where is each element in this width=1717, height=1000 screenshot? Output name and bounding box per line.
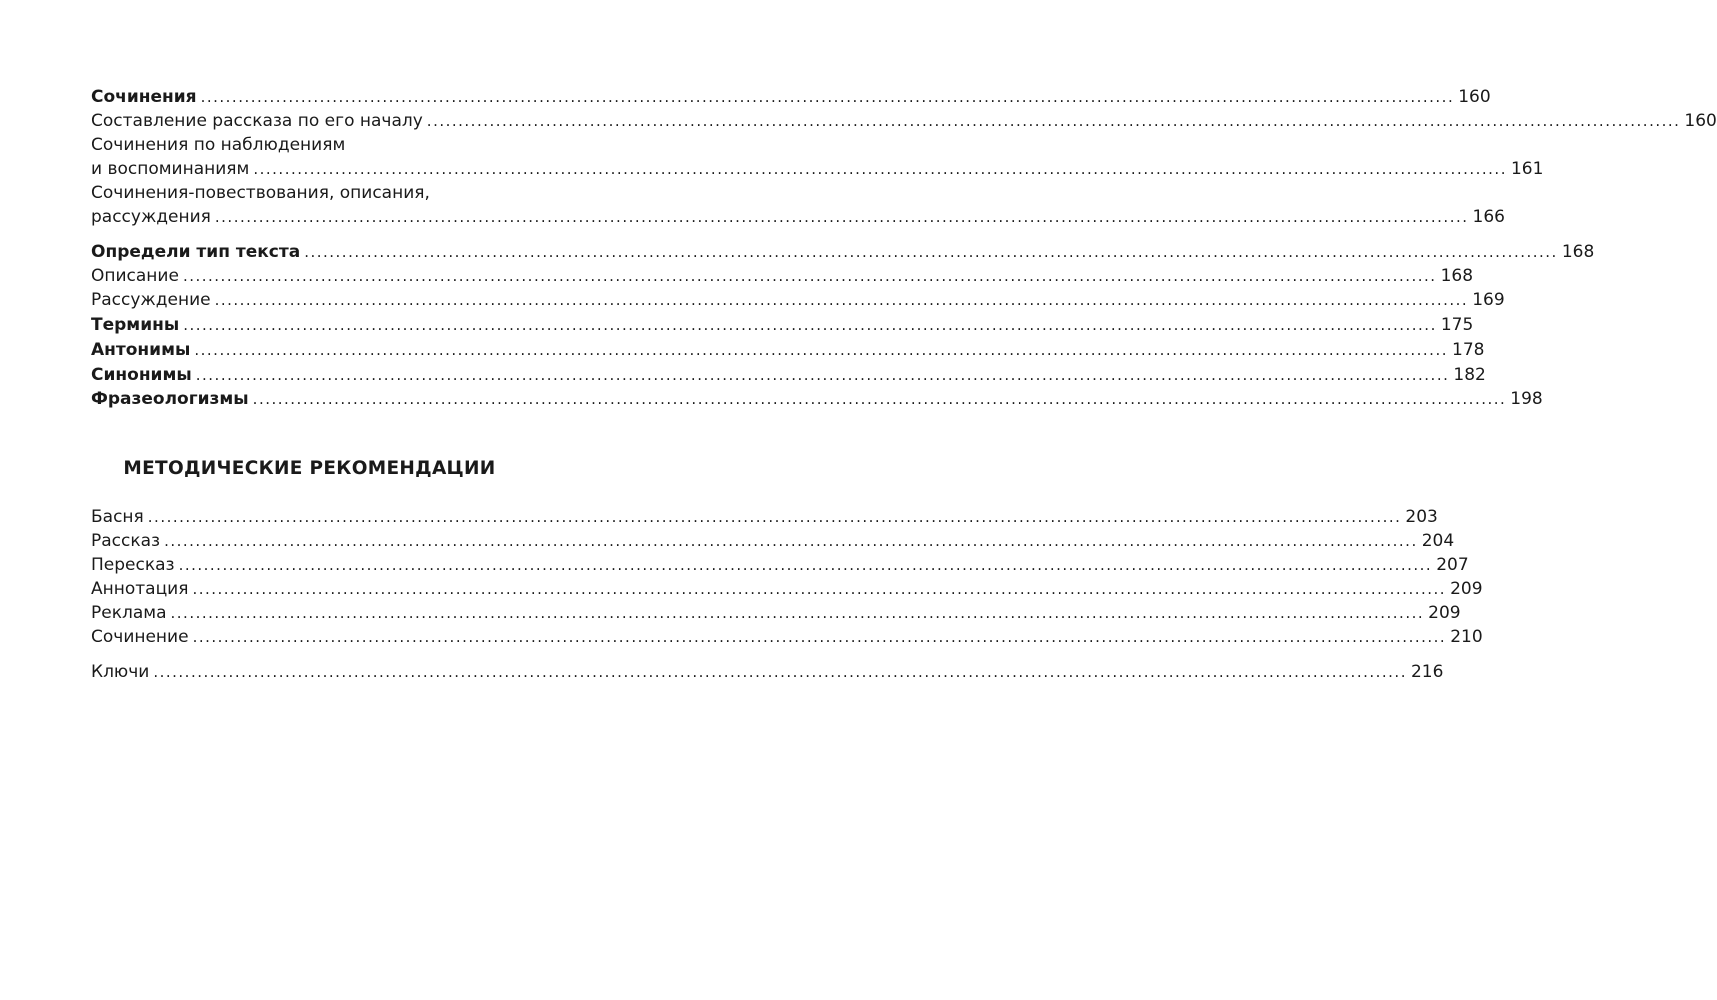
toc-entry-title: Рассказ	[91, 531, 161, 551]
toc-entry-page: 198	[1510, 389, 1543, 409]
toc-entry-title-line1: Сочинения-повествования, описания,	[91, 183, 430, 203]
toc-leader-dots: ........................................................................................................................................................................................................	[252, 390, 1507, 408]
toc-leader-dots: ........................................................................................................................................................................................................	[253, 160, 1507, 178]
toc-entry-title: Рассуждение	[91, 290, 211, 310]
toc-entry[interactable]	[91, 577, 1483, 601]
toc-entry-title: Описание	[91, 266, 179, 286]
toc-entry-page: 207	[1436, 555, 1469, 575]
toc-leader-dots: ........................................................................................................................................................................................................	[194, 341, 1448, 359]
toc-entry[interactable]	[91, 240, 1595, 264]
toc-entry[interactable]	[91, 387, 1543, 411]
toc-entry-title: Антонимы	[91, 340, 191, 360]
toc-entry[interactable]	[91, 109, 1717, 133]
toc-entry[interactable]	[91, 288, 1505, 312]
toc-leader-dots: ........................................................................................................................................................................................................	[182, 267, 1437, 285]
toc-entry-page: 203	[1405, 507, 1438, 527]
toc-entry-page: 182	[1453, 365, 1486, 385]
section-title: МЕТОДИЧЕСКИЕ РЕКОМЕНДАЦИИ	[123, 458, 496, 479]
toc-entry-title: и воспоминаниям	[91, 159, 250, 179]
toc-leader-dots: ........................................................................................................................................................................................................	[164, 532, 1418, 550]
toc-leader-dots: ........................................................................................................................................................................................................	[170, 604, 1425, 622]
toc-entry-title: Фразеологизмы	[91, 389, 249, 409]
toc-leader-dots: ........................................................................................................................................................................................................	[200, 88, 1455, 106]
toc-leader-dots: ........................................................................................................................................................................................................	[192, 628, 1447, 646]
toc-entry-page: 209	[1428, 603, 1461, 623]
toc-entry[interactable]	[91, 133, 1544, 181]
toc-entry-title: рассуждения	[91, 207, 211, 227]
toc-entry-page: 169	[1472, 290, 1505, 310]
toc-entry[interactable]	[91, 625, 1483, 649]
toc-entry[interactable]	[91, 85, 1491, 109]
toc-entry[interactable]	[91, 660, 1444, 684]
toc-leader-dots: ........................................................................................................................................................................................................	[426, 112, 1681, 130]
toc-entry-title: Басня	[91, 507, 144, 527]
toc-entry[interactable]	[91, 601, 1461, 625]
toc-entry-title: Составление рассказа по его началу	[91, 111, 423, 131]
toc-entry-page: 204	[1421, 531, 1455, 551]
toc-entry-page: 175	[1440, 315, 1474, 335]
toc-entry-page: 178	[1452, 340, 1485, 360]
toc-entry-page: 168	[1440, 266, 1474, 286]
toc-entry-page: 168	[1561, 242, 1595, 262]
toc-entry-page: 160	[1684, 111, 1717, 131]
toc-entry-title: Пересказ	[91, 555, 175, 575]
toc-entry[interactable]	[91, 553, 1469, 577]
toc-entry[interactable]	[91, 264, 1474, 288]
toc-leader-dots: ........................................................................................................................................................................................................	[195, 366, 1450, 384]
toc-entry-title: Синонимы	[91, 365, 192, 385]
toc-entry[interactable]	[91, 363, 1486, 387]
toc-entry-title: Определи тип текста	[91, 242, 301, 262]
toc-entry-title: Реклама	[91, 603, 167, 623]
toc-entry-title: Сочинение	[91, 627, 189, 647]
toc-entry-title: Термины	[91, 315, 180, 335]
toc-entry[interactable]	[91, 505, 1438, 529]
toc-leader-dots: ........................................................................................................................................................................................................	[178, 556, 1433, 574]
toc-leader-dots: ........................................................................................................................................................................................................	[183, 316, 1437, 334]
toc-entry[interactable]	[91, 338, 1485, 362]
toc-leader-dots: ........................................................................................................................................................................................................	[192, 580, 1447, 598]
toc-leader-dots: ........................................................................................................................................................................................................	[147, 508, 1402, 526]
toc-entry-page: 210	[1450, 627, 1483, 647]
toc-entry-page: 216	[1410, 662, 1444, 682]
toc-entry-page: 160	[1458, 87, 1491, 107]
toc-leader-dots: ........................................................................................................................................................................................................	[304, 243, 1558, 261]
toc-entry-title-line1: Сочинения по наблюдениям	[91, 135, 346, 155]
toc-leader-dots: ........................................................................................................................................................................................................	[214, 208, 1469, 226]
toc-entry[interactable]	[91, 181, 1505, 229]
toc-entry-title: Сочинения	[91, 87, 197, 107]
toc-entry-title: Ключи	[91, 662, 150, 682]
toc-entry-page: 166	[1472, 207, 1505, 227]
toc-entry-page: 209	[1450, 579, 1483, 599]
toc-leader-dots: ........................................................................................................................................................................................................	[153, 663, 1407, 681]
toc-entry-page: 161	[1510, 159, 1544, 179]
toc-entry[interactable]	[91, 313, 1474, 337]
toc-leader-dots: ........................................................................................................................................................................................................	[214, 291, 1469, 309]
toc-entry-title: Аннотация	[91, 579, 189, 599]
toc-entry[interactable]	[91, 529, 1455, 553]
